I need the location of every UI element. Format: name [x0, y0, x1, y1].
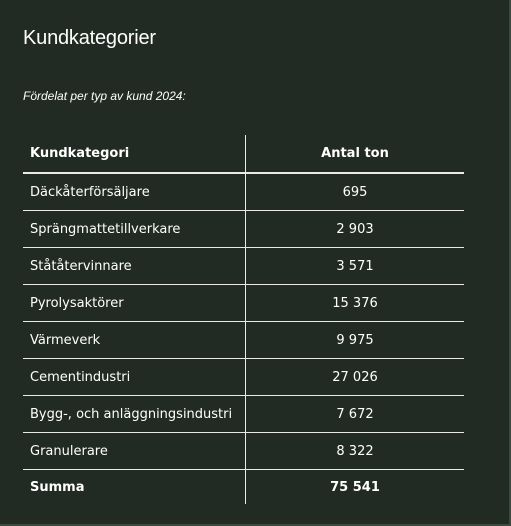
tons-cell: 27 026	[246, 359, 465, 396]
customer-category-table	[23, 135, 464, 504]
category-cell: Granulerare	[23, 433, 246, 470]
table-row	[23, 211, 464, 248]
tons-cell: 8 322	[246, 433, 465, 470]
tons-cell: 7 672	[246, 396, 465, 433]
table-header-row	[23, 135, 464, 173]
tons-cell: 15 376	[246, 285, 465, 322]
category-cell: Värmeverk	[23, 322, 246, 359]
column-header-category: Kundkategori	[23, 135, 246, 173]
table-row	[23, 359, 464, 396]
column-header-tons: Antal ton	[246, 135, 465, 173]
table-row	[23, 433, 464, 470]
table-row	[23, 322, 464, 359]
category-cell: Däckåterförsäljare	[23, 173, 246, 211]
total-label: Summa	[23, 470, 246, 505]
table-row	[23, 173, 464, 211]
category-cell: Bygg-, och anläggningsindustri	[23, 396, 246, 433]
tons-cell: 695	[246, 173, 465, 211]
category-cell: Pyrolysaktörer	[23, 285, 246, 322]
table-row	[23, 248, 464, 285]
tons-cell: 3 571	[246, 248, 465, 285]
table-row	[23, 285, 464, 322]
total-row	[23, 470, 464, 505]
page-title: Kundkategorier	[23, 27, 156, 49]
category-cell: Ståtåtervinnare	[23, 248, 246, 285]
category-cell: Cementindustri	[23, 359, 246, 396]
category-cell: Sprängmattetillverkare	[23, 211, 246, 248]
page-subtitle: Fördelat per typ av kund 2024:	[23, 89, 186, 103]
table-row	[23, 396, 464, 433]
tons-cell: 2 903	[246, 211, 465, 248]
total-tons: 75 541	[330, 479, 380, 495]
tons-cell: 9 975	[246, 322, 465, 359]
